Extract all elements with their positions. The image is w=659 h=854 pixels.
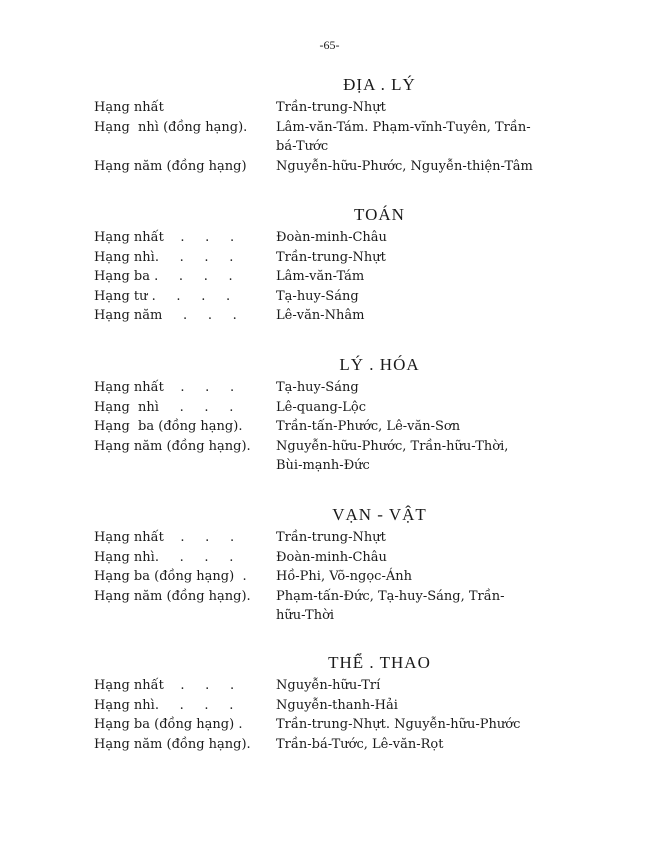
result-row-continuation bbox=[0, 137, 659, 157]
rank-label: Hạng nhì. . . . bbox=[94, 697, 234, 713]
section-title: THỂ . THAO bbox=[328, 653, 431, 672]
rank-label: Hạng nhất . . . bbox=[94, 678, 235, 693]
student-names: Trần-trung-Nhựt bbox=[276, 100, 386, 115]
student-names: Nguyễn-hữu-Phước, Trần-hữu-Thời, bbox=[276, 438, 509, 454]
section-dia-ly bbox=[0, 72, 659, 176]
section-title: ĐỊA . LÝ bbox=[343, 75, 416, 94]
student-names: Nguyễn-hữu-Phước, Nguyễn-thiện-Tâm bbox=[276, 158, 533, 174]
rank-label: Hạng nhì . . . bbox=[94, 399, 234, 415]
section-the-thao bbox=[0, 650, 659, 754]
result-row bbox=[0, 118, 659, 138]
section-toan bbox=[0, 202, 659, 326]
rank-label: Hạng năm (đồng hạng). bbox=[94, 438, 251, 454]
rank-label: Hạng nhất bbox=[94, 100, 164, 115]
result-row bbox=[0, 98, 659, 118]
student-names: Bùi-mạnh-Đức bbox=[276, 458, 370, 473]
rank-label: Hạng nhất . . . bbox=[94, 380, 235, 395]
rank-label: Hạng nhì (đồng hạng). bbox=[94, 119, 248, 135]
student-names: Tạ-huy-Sáng bbox=[276, 380, 359, 395]
rank-label: Hạng năm (đồng hạng). bbox=[94, 736, 251, 752]
result-row bbox=[0, 696, 659, 716]
section-van-vat bbox=[0, 502, 659, 626]
student-names: Lê-quang-Lộc bbox=[276, 399, 366, 415]
student-names: Nguyễn-thanh-Hải bbox=[276, 697, 398, 713]
student-names: Hồ-Phi, Võ-ngọc-Ánh bbox=[276, 569, 412, 584]
student-names: Đoàn-minh-Châu bbox=[276, 549, 387, 565]
rank-label: Hạng ba (đồng hạng) . bbox=[94, 569, 247, 584]
student-names: Phạm-tấn-Đức, Tạ-huy-Sáng, Trần- bbox=[276, 588, 505, 604]
student-names: Lê-văn-Nhâm bbox=[276, 308, 365, 323]
student-names: Lâm-văn-Tám bbox=[276, 269, 365, 284]
result-row bbox=[0, 417, 659, 437]
rank-label: Hạng năm . . . bbox=[94, 308, 237, 323]
result-row bbox=[0, 437, 659, 457]
student-names: Tạ-huy-Sáng bbox=[276, 288, 359, 304]
rank-label: Hạng nhất . . . bbox=[94, 530, 235, 545]
student-names: Trần-trung-Nhựt bbox=[276, 530, 386, 545]
result-row bbox=[0, 587, 659, 607]
result-row bbox=[0, 267, 659, 287]
result-row bbox=[0, 715, 659, 735]
section-title: LÝ . HÓA bbox=[339, 355, 420, 374]
section-title: TOÁN bbox=[354, 205, 405, 224]
rank-label: Hạng năm (đồng hạng). bbox=[94, 588, 251, 604]
rank-label: Hạng ba (đồng hạng). bbox=[94, 419, 243, 434]
result-row bbox=[0, 548, 659, 568]
rank-label: Hạng nhì. . . . bbox=[94, 549, 234, 565]
student-names: Trần-tấn-Phước, Lê-văn-Sơn bbox=[276, 419, 461, 434]
rank-label: Hạng tư . . . . bbox=[94, 288, 231, 304]
rank-label: Hạng ba (đồng hạng) . bbox=[94, 717, 243, 732]
result-row-continuation bbox=[0, 456, 659, 476]
result-row bbox=[0, 157, 659, 177]
section-ly-hoa bbox=[0, 352, 659, 476]
student-names: Lâm-văn-Tám. Phạm-vĩnh-Tuyên, Trần- bbox=[276, 119, 531, 135]
result-row bbox=[0, 228, 659, 248]
student-names: Trần-bá-Tước, Lê-văn-Rọt bbox=[276, 736, 444, 752]
result-row bbox=[0, 306, 659, 326]
page-number: -65- bbox=[319, 38, 340, 52]
result-row bbox=[0, 248, 659, 268]
student-names: Nguyễn-hữu-Trí bbox=[276, 678, 381, 693]
rank-label: Hạng nhất . . . bbox=[94, 230, 235, 245]
rank-label: Hạng năm (đồng hạng) bbox=[94, 158, 247, 174]
student-names: hữu-Thời bbox=[276, 608, 335, 623]
result-row bbox=[0, 567, 659, 587]
result-row bbox=[0, 676, 659, 696]
rank-label: Hạng nhì. . . . bbox=[94, 249, 234, 265]
result-row-continuation bbox=[0, 606, 659, 626]
student-names: Trần-trung-Nhựt. Nguyễn-hữu-Phước bbox=[276, 717, 521, 732]
result-row bbox=[0, 378, 659, 398]
student-names: Trần-trung-Nhựt bbox=[276, 249, 386, 265]
section-title: VẠN - VẬT bbox=[332, 505, 427, 524]
rank-label: Hạng ba . . . . bbox=[94, 269, 233, 284]
student-names: bá-Tước bbox=[276, 139, 329, 154]
result-row bbox=[0, 735, 659, 755]
student-names: Đoàn-minh-Châu bbox=[276, 230, 387, 245]
result-row bbox=[0, 528, 659, 548]
result-row bbox=[0, 287, 659, 307]
result-row bbox=[0, 398, 659, 418]
